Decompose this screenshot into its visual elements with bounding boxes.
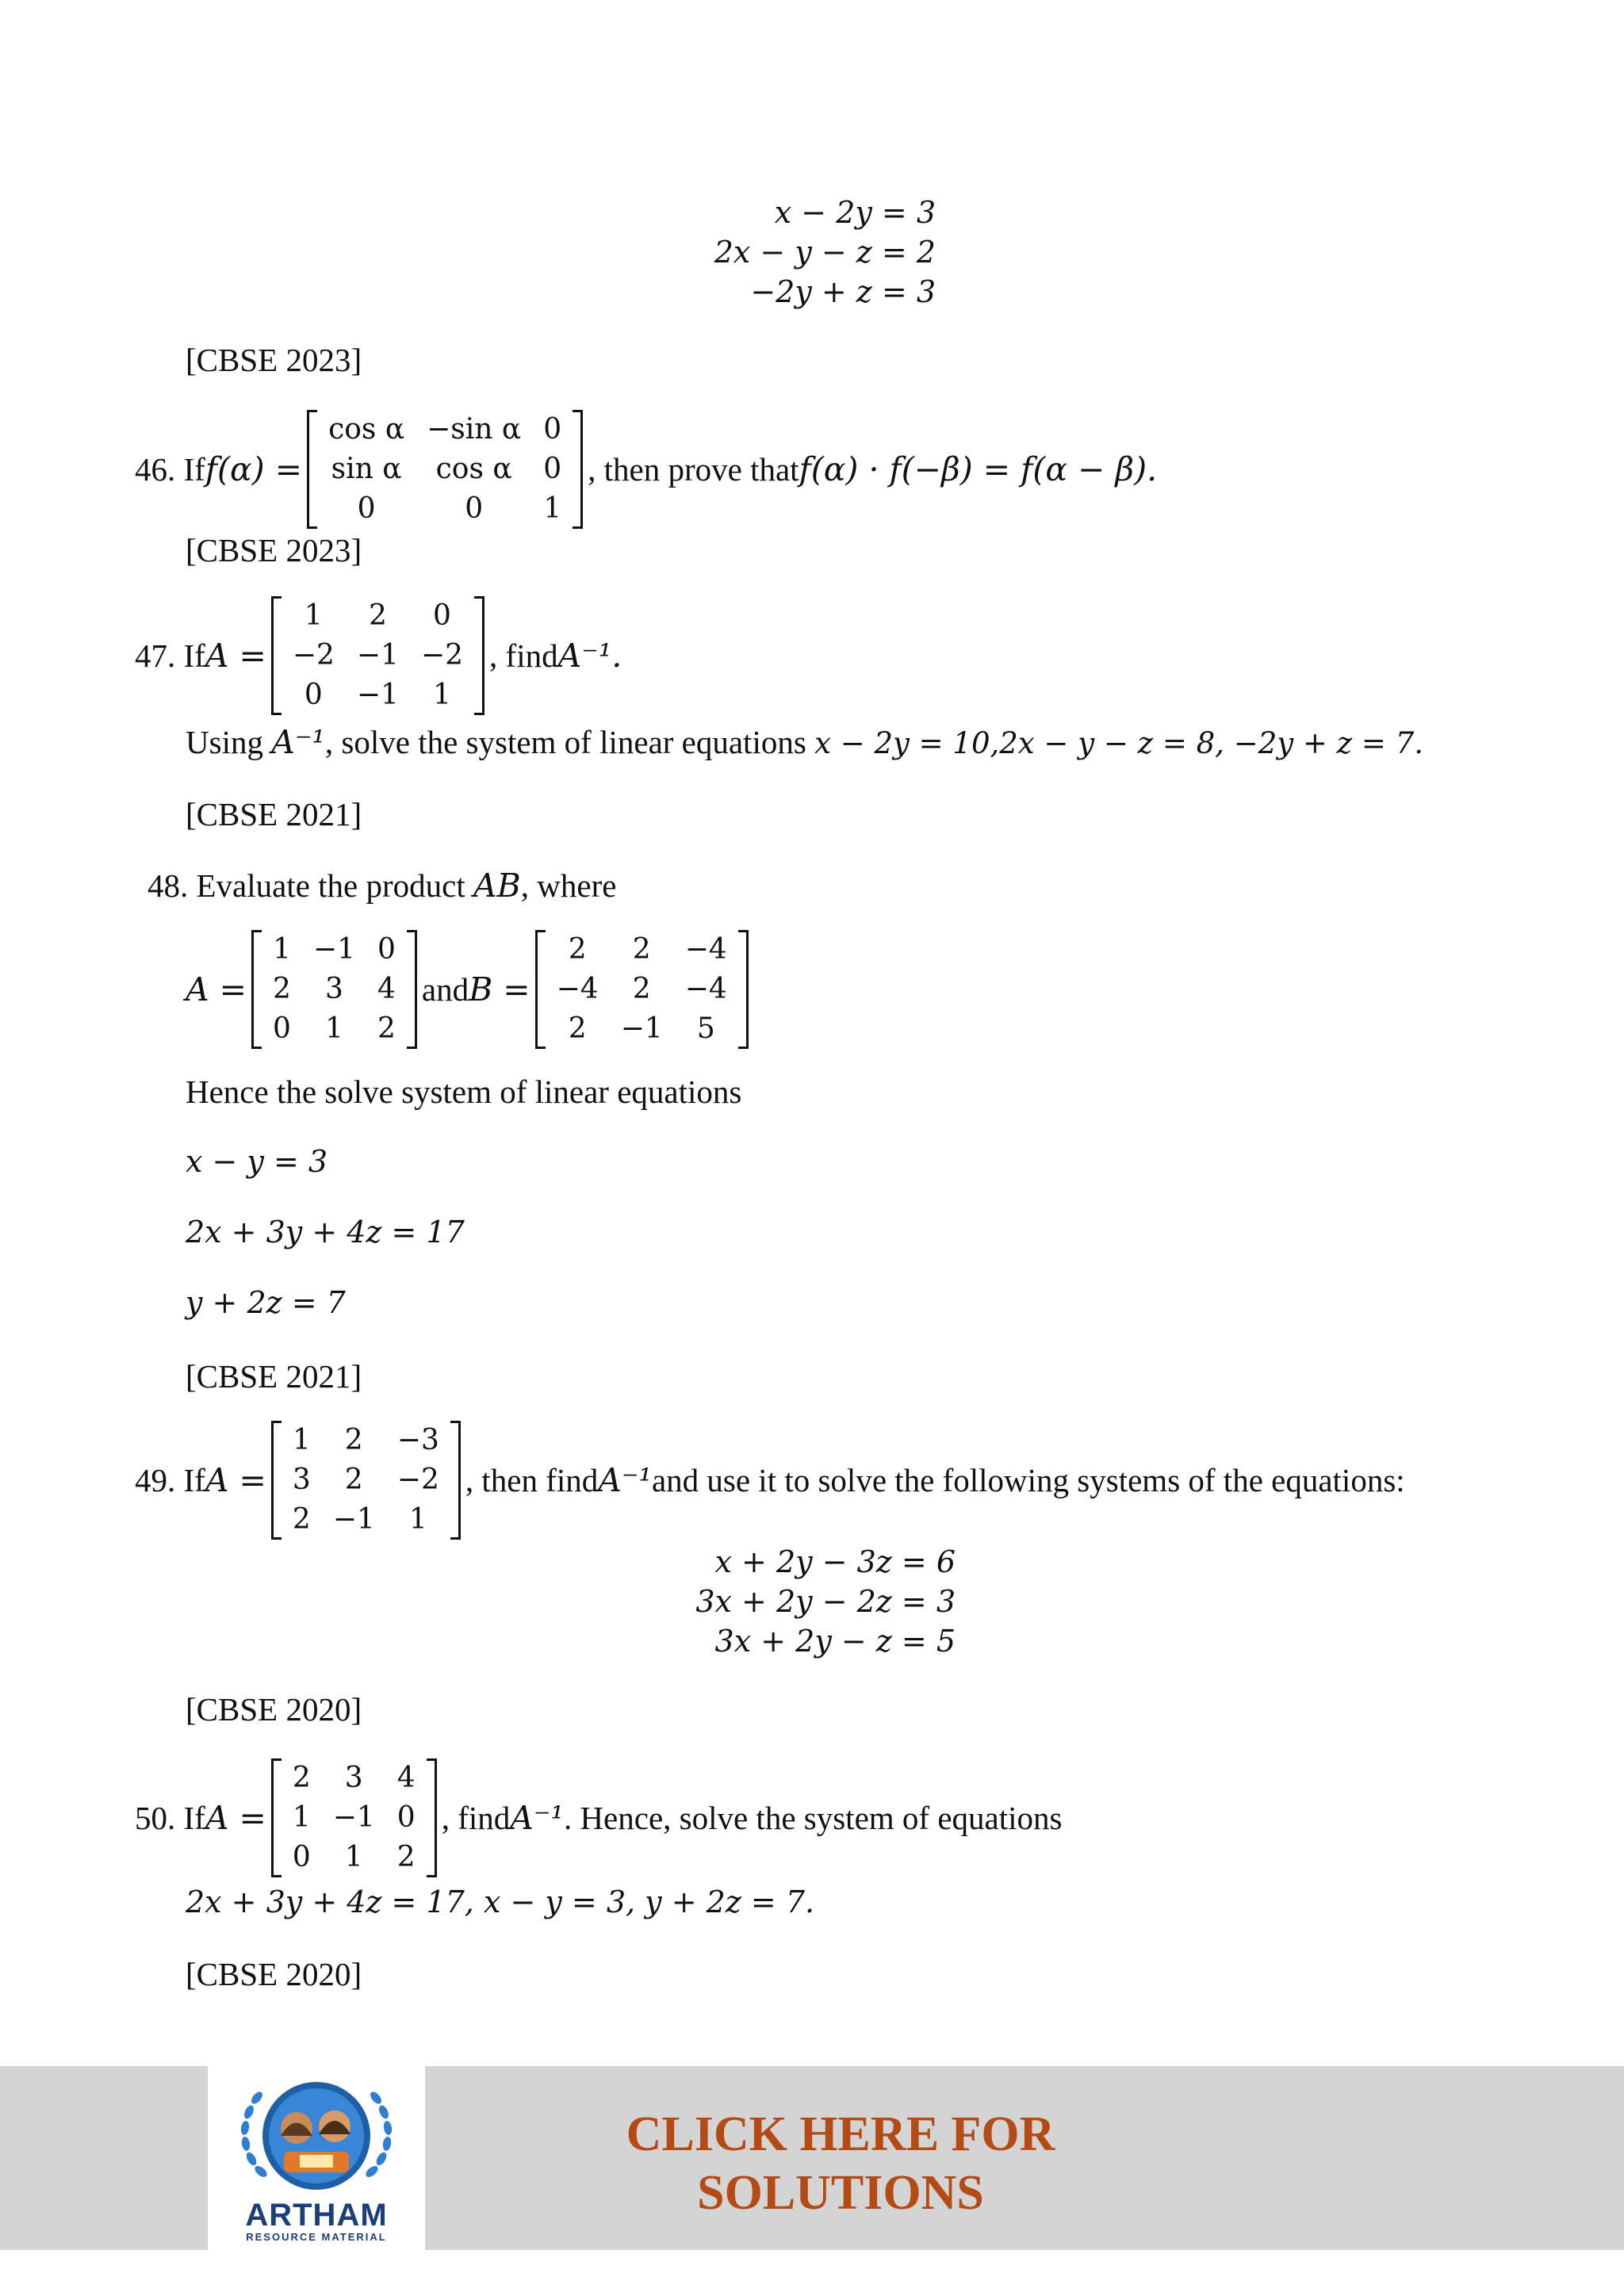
q47-line2-c: , solve the system of linear equations: [324, 724, 815, 760]
q50-matrix: [271, 1758, 437, 1877]
q48-eq3: y + 2z = 7: [186, 1285, 346, 1320]
q49-lhs: A =: [205, 1461, 266, 1499]
matrix-cell: −4: [556, 973, 599, 1005]
q45-eq1: x − 2y = 3: [774, 195, 936, 230]
matrix-cell: −2: [292, 639, 335, 672]
matrix-cell: −1: [312, 933, 355, 966]
q45-source: [CBSE 2023]: [186, 342, 362, 378]
q49-suffix-c: and use it to solve the following systems of the equations:: [651, 1462, 1405, 1498]
q48-and-text: and: [421, 971, 469, 1008]
matrix-cell: 2: [344, 1424, 363, 1456]
question-47: [135, 596, 622, 715]
q50-suffix-a: , find: [441, 1800, 511, 1836]
q46-source: [CBSE 2023]: [186, 532, 362, 568]
q49-prefix: 49. If: [135, 1462, 205, 1498]
matrix-cell: 1: [344, 1841, 363, 1873]
matrix-cell: 0: [304, 679, 323, 711]
q48-hence: Hence the solve system of linear equations: [186, 1073, 742, 1110]
q47-source: [CBSE 2021]: [186, 796, 362, 832]
click-for-solutions-link[interactable]: [555, 2105, 1126, 2222]
matrix-cell: 3: [292, 1464, 311, 1496]
matrix-cell: 0: [377, 933, 396, 966]
q46-lhs: f(α) =: [205, 450, 303, 488]
q48-matrices: [186, 930, 753, 1049]
matrix-cell: 2: [292, 1503, 311, 1536]
q47-line2-a: Using: [186, 724, 272, 760]
matrix-cell: 3: [344, 1762, 363, 1794]
matrix-cell: 0: [357, 492, 376, 525]
q46-matrix: [307, 410, 583, 529]
q45-eq2: 2x − y − z = 2: [714, 235, 936, 270]
matrix-cell: 1: [408, 1503, 427, 1536]
question-46: [135, 410, 1157, 529]
matrix-cell: 3: [324, 973, 343, 1005]
q47-line2-b: A⁻¹: [271, 723, 325, 761]
matrix-cell: 0: [292, 1841, 311, 1873]
cta-line1: CLICK HERE FOR: [626, 2107, 1055, 2161]
matrix-cell: 4: [396, 1762, 416, 1794]
q49-source: [CBSE 2020]: [186, 1691, 362, 1728]
q49-suffix-b: A⁻¹: [598, 1461, 652, 1499]
matrix-cell: sin α: [331, 453, 402, 485]
matrix-cell: −2: [420, 639, 464, 672]
matrix-cell: 2: [368, 599, 387, 632]
matrix-cell: −1: [356, 639, 399, 672]
q50-suffix-b: A⁻¹: [510, 1799, 564, 1837]
q49-matrix: [271, 1421, 461, 1540]
matrix-cell: 0: [543, 413, 562, 446]
q48-matrix-a-grid: [262, 930, 407, 1049]
q50-matrix-grid: [282, 1758, 427, 1877]
matrix-cell: 2: [396, 1841, 416, 1873]
matrix-cell: −1: [332, 1801, 375, 1834]
q46-suffix-text: , then prove that: [588, 451, 799, 488]
q48-lhs-a: A =: [186, 970, 247, 1008]
matrix-cell: 2: [344, 1464, 363, 1496]
q47-line2-d: x − 2y = 10,2x − y − z = 8, −2y + z = 7.: [814, 726, 1423, 760]
matrix-cell: 1: [304, 599, 323, 632]
q47-matrix: [271, 596, 485, 715]
q48-eq1: x − y = 3: [186, 1144, 328, 1179]
q47-matrix-grid: [282, 596, 474, 715]
matrix-cell: 2: [632, 933, 651, 966]
matrix-cell: 1: [433, 679, 451, 711]
matrix-cell: 2: [568, 1012, 587, 1045]
matrix-cell: −1: [356, 679, 399, 711]
q48-title: [147, 867, 616, 905]
q49-matrix-grid: [282, 1421, 450, 1540]
q48-matrix-b-grid: [546, 930, 738, 1049]
q47-suffix-text: , find: [489, 637, 558, 674]
matrix-cell: 2: [273, 973, 291, 1005]
q48-source: [CBSE 2021]: [186, 1358, 362, 1395]
matrix-cell: 0: [543, 453, 562, 485]
matrix-cell: −1: [332, 1503, 375, 1536]
matrix-cell: cos α: [435, 453, 512, 485]
q50-prefix: 50. If: [135, 1800, 205, 1836]
matrix-cell: −1: [620, 1012, 663, 1045]
matrix-cell: 0: [273, 1012, 291, 1045]
q48-title-b: AB: [473, 867, 521, 905]
matrix-cell: 1: [273, 933, 291, 966]
matrix-cell: −2: [396, 1464, 439, 1496]
matrix-cell: −sin α: [427, 413, 522, 446]
q47-suffix-math: A⁻¹.: [557, 637, 622, 675]
q48-title-a: 48. Evaluate the product: [147, 867, 474, 904]
q46-prefix: 46. If: [135, 451, 205, 488]
q48-matrix-a: [251, 930, 417, 1049]
q45-equation-system: [698, 193, 936, 312]
logo-subtitle: RESOURCE MATERIAL: [246, 2231, 387, 2243]
q47-line2: [186, 723, 1423, 761]
matrix-cell: 2: [292, 1762, 311, 1794]
q47-lhs: A =: [205, 637, 266, 675]
matrix-cell: −4: [684, 933, 727, 966]
q49-eq1: x + 2y − 3z = 6: [714, 1544, 956, 1579]
q47-prefix: 47. If: [135, 637, 205, 674]
q45-eq3: −2y + z = 3: [750, 274, 936, 309]
matrix-cell: 2: [568, 933, 587, 966]
matrix-cell: 5: [696, 1012, 715, 1045]
artham-logo[interactable]: [208, 2066, 425, 2250]
matrix-cell: −4: [684, 973, 727, 1005]
matrix-cell: −3: [396, 1424, 439, 1456]
q49-eq2: 3x + 2y − 2z = 3: [695, 1584, 956, 1619]
q48-eq2: 2x + 3y + 4z = 17: [186, 1215, 465, 1249]
matrix-cell: 4: [377, 973, 396, 1005]
q50-line2: 2x + 3y + 4z = 17, x − y = 3, y + 2z = 7.: [186, 1885, 815, 1919]
matrix-cell: 0: [465, 492, 484, 525]
q50-suffix-c: . Hence, solve the system of equations: [563, 1800, 1063, 1836]
question-49: [135, 1421, 1405, 1540]
q49-equation-system: [682, 1542, 956, 1661]
question-50: [135, 1758, 1062, 1877]
matrix-cell: cos α: [328, 413, 405, 446]
q48-matrix-b: [535, 930, 749, 1049]
matrix-cell: 0: [433, 599, 451, 632]
matrix-cell: 1: [292, 1424, 311, 1456]
matrix-cell: 2: [377, 1012, 396, 1045]
q50-lhs: A =: [205, 1799, 266, 1837]
q48-lhs-b: B =: [469, 970, 530, 1008]
matrix-cell: 0: [396, 1801, 416, 1834]
q48-title-c: , where: [520, 867, 617, 904]
matrix-cell: 1: [543, 492, 562, 525]
cta-line2: SOLUTIONS: [697, 2166, 984, 2220]
q46-suffix-math: f(α) · f(−β) = f(α − β).: [799, 450, 1158, 488]
q49-suffix-a: , then find: [465, 1462, 599, 1498]
q46-matrix-grid: [317, 410, 573, 529]
matrix-cell: 1: [292, 1801, 311, 1834]
q49-eq3: 3x + 2y − z = 5: [714, 1624, 956, 1659]
logo-name: ARTHAM: [245, 2198, 388, 2233]
matrix-cell: 1: [324, 1012, 343, 1045]
q50-source: [CBSE 2020]: [186, 1956, 362, 1992]
matrix-cell: 2: [632, 973, 651, 1005]
